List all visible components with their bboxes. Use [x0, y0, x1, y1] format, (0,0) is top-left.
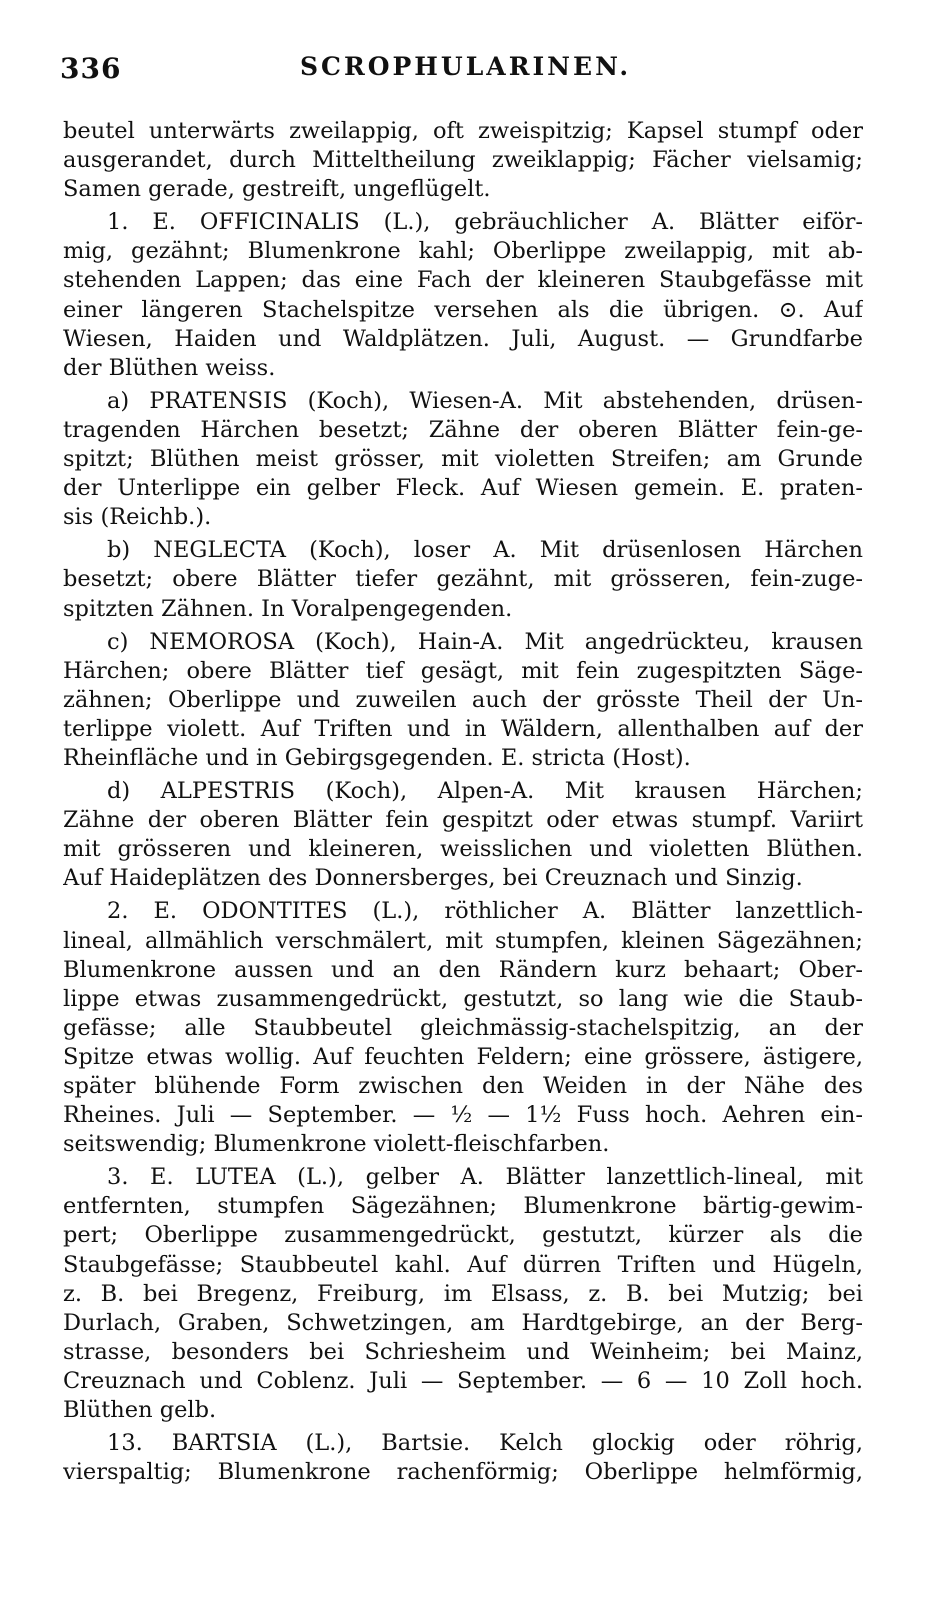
- variety-heading-line: d) ALPESTRIS (Koch), Alpen-A. Mit krausen Härchen;: [107, 778, 863, 805]
- text-line: Samen gerade, gestreift, ungeflügelt.: [63, 176, 491, 203]
- text-line: spitzten Zähnen. In Voralpengegenden.: [63, 595, 513, 622]
- text-line: strasse, besonders bei Schriesheim und Weinheim; bei Mainz,: [63, 1338, 863, 1365]
- text-line: Härchen; obere Blätter tief gesägt, mit fein zugespitzten Säge-: [63, 657, 863, 684]
- text-line: tragenden Härchen besetzt; Zähne der oberen Blätter fein-ge-: [63, 416, 863, 443]
- body-text: [63, 117, 863, 1487]
- species-heading-line: 1. E. OFFICINALIS (L.), gebräuchlicher A. Blätter eiför-: [107, 209, 863, 236]
- page-number: 336: [60, 52, 122, 85]
- text-line: seitswendig; Blumenkrone violett-fleischfarben.: [63, 1131, 610, 1158]
- text-line: pert; Oberlippe zusammengedrückt, gestutzt, kürzer als die: [63, 1222, 863, 1249]
- variety-heading-line: a) PRATENSIS (Koch), Wiesen-A. Mit abstehenden, drüsen-: [107, 387, 863, 414]
- text-line: Wiesen, Haiden und Waldplätzen. Juli, August. — Grundfarbe: [63, 325, 863, 352]
- text-line: Rheinfläche und in Gebirgsgegenden. E. stricta (Host).: [63, 744, 691, 771]
- text-line: Durlach, Graben, Schwetzingen, am Hardtgebirge, an der Berg-: [63, 1309, 863, 1336]
- text-line: lineal, allmählich verschmälert, mit stumpfen, kleinen Sägezähnen;: [63, 927, 863, 954]
- text-line: der Blüthen weiss.: [63, 354, 276, 381]
- text-line: Staubgefässe; Staubbeutel kahl. Auf dürren Triften und Hügeln,: [63, 1251, 863, 1278]
- text-line: Auf Haideplätzen des Donnersberges, bei Creuznach und Sinzig.: [63, 865, 803, 892]
- running-title: SCROPHULARINEN.: [300, 52, 632, 81]
- text-line: Blüthen gelb.: [63, 1397, 217, 1424]
- text-line: ausgerandet, durch Mitteltheilung zweiklappig; Fächer vielsamig;: [63, 147, 863, 174]
- text-line: Zähne der oberen Blätter fein gespitzt oder etwas stumpf. Variirt: [63, 807, 863, 834]
- text-line: Creuznach und Coblenz. Juli — September. — 6 — 10 Zoll hoch.: [63, 1367, 863, 1394]
- text-line: vierspaltig; Blumenkrone rachenförmig; Oberlippe helmförmig,: [63, 1459, 863, 1486]
- text-line: z. B. bei Bregenz, Freiburg, im Elsass, z. B. bei Mutzig; bei: [63, 1280, 863, 1307]
- text-line: gefässe; alle Staubbeutel gleichmässig-stachelspitzig, an der: [63, 1014, 863, 1041]
- page-header: [0, 52, 930, 92]
- variety-heading-line: b) NEGLECTA (Koch), loser A. Mit drüsenlosen Härchen: [107, 537, 863, 564]
- text-line: sis (Reichb.).: [63, 504, 212, 531]
- text-line: später blühende Form zwischen den Weiden in der Nähe des: [63, 1073, 863, 1099]
- text-line: besetzt; obere Blätter tiefer gezähnt, mit grösseren, fein-zuge-: [63, 566, 863, 593]
- text-line: mig, gezähnt; Blumenkrone kahl; Oberlippe zweilappig, mit ab-: [63, 238, 863, 265]
- species-heading-line: 3. E. LUTEA (L.), gelber A. Blätter lanzettlich-lineal, mit: [107, 1164, 863, 1191]
- text-line: zähnen; Oberlippe und zuweilen auch der grösste Theil der Un-: [63, 686, 863, 713]
- text-line: Blumenkrone aussen und an den Rändern kurz behaart; Ober-: [63, 956, 863, 983]
- variety-heading-line: c) NEMOROSA (Koch), Hain-A. Mit angedrückteu, krausen: [107, 628, 863, 655]
- genus-heading-line: 13. BARTSIA (L.), Bartsie. Kelch glockig oder röhrig,: [107, 1430, 863, 1457]
- text-line: lippe etwas zusammengedrückt, gestutzt, so lang wie die Staub-: [63, 985, 863, 1012]
- text-line: Rheines. Juli — September. — ½ — 1½ Fuss hoch. Aehren ein-: [63, 1102, 863, 1129]
- text-line: einer längeren Stachelspitze versehen als die übrigen. ⊙. Auf: [63, 296, 863, 323]
- species-heading-line: 2. E. ODONTITES (L.), röthlicher A. Blätter lanzettlich-: [107, 898, 863, 925]
- text-line: spitzt; Blüthen meist grösser, mit violetten Streifen; am Grunde: [63, 446, 863, 473]
- text-line: terlippe violett. Auf Triften und in Wäldern, allenthalben auf der: [63, 715, 863, 742]
- text-line: der Unterlippe ein gelber Fleck. Auf Wiesen gemein. E. praten-: [63, 475, 863, 502]
- text-line: stehenden Lappen; das eine Fach der kleineren Staubgefässe mit: [63, 267, 863, 294]
- text-line: Spitze etwas wollig. Auf feuchten Feldern; eine grössere, ästigere,: [63, 1043, 863, 1070]
- text-line: entfernten, stumpfen Sägezähnen; Blumenkrone bärtig-gewim-: [63, 1193, 863, 1220]
- text-line: beutel unterwärts zweilappig, oft zweispitzig; Kapsel stumpf oder: [63, 118, 863, 144]
- text-line: mit grösseren und kleineren, weisslichen und violetten Blüthen.: [63, 836, 863, 863]
